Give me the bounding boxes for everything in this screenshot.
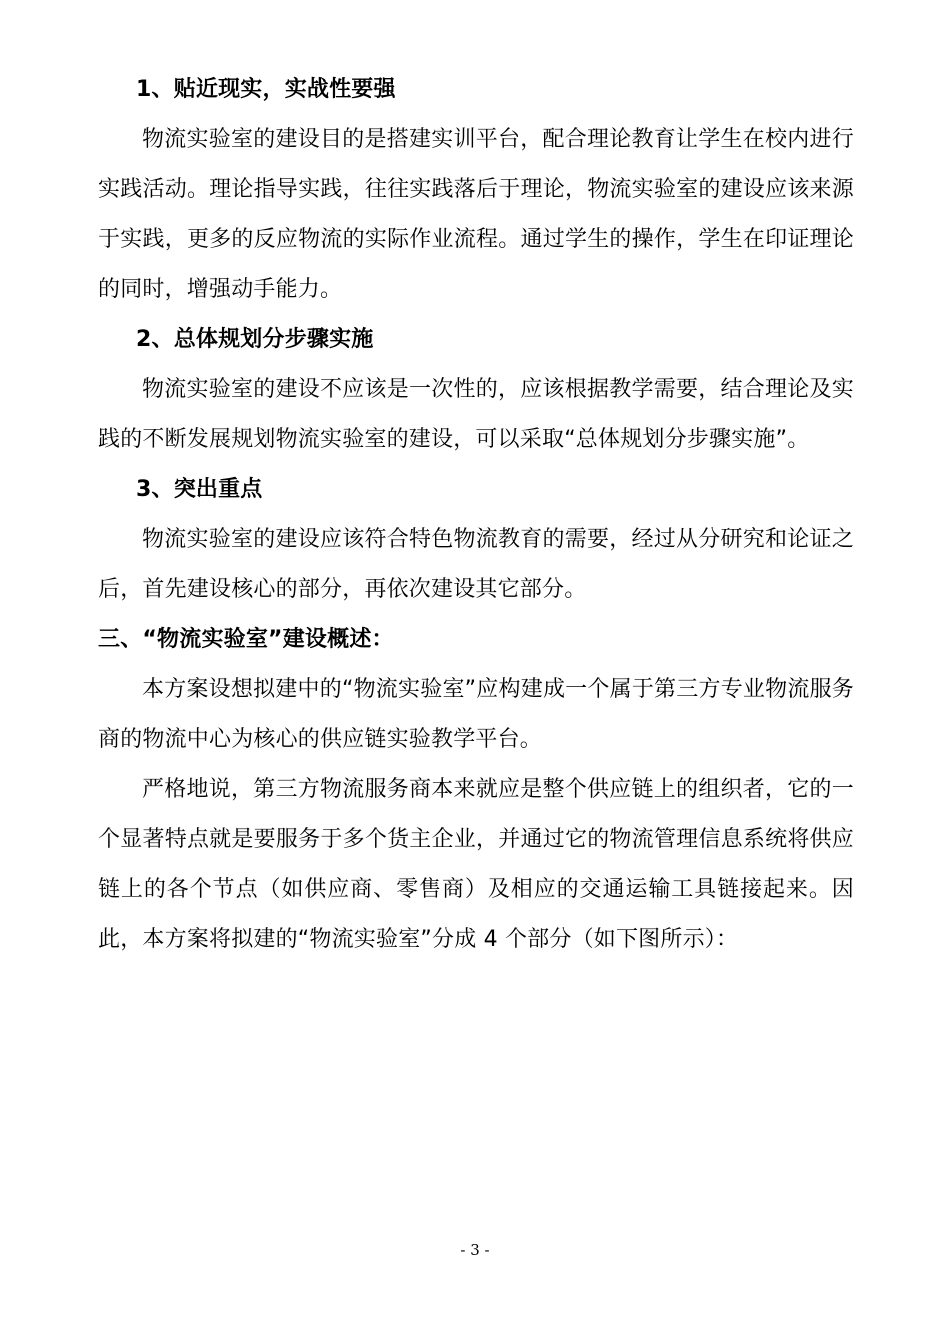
heading-1: 1、贴近现实，实战性要强	[136, 77, 396, 102]
paragraph-1: 物流实验室的建设目的是搭建实训平台，配合理论教育让学生在校内进行实践活动。理论指导实践，往往实践落后于理论，物流实验室的建设应该来源于实践，更多的反应物流的实际作业流程。通过学生的操作，学生在印证理论的同时，增强动手能力。	[98, 127, 854, 302]
paragraph-5: 严格地说，第三方物流服务商本来就应是整个供应链上的组织者，它的一个显著特点就是要服务于多个货主企业，并通过它的物流管理信息系统将供应链上的各个节点（如供应商、零售商）及相应的交通运输工具链接起来。因此，本方案将拟建的“物流实验室”分成 4 个部分（如下图所示）：	[98, 777, 854, 952]
section-heading: 三、“物流实验室”建设概述：	[98, 627, 394, 652]
paragraph-2: 物流实验室的建设不应该是一次性的，应该根据教学需要，结合理论及实践的不断发展规划物流实验室的建设，可以采取“总体规划分步骤实施”。	[98, 377, 854, 452]
paragraph-4: 本方案设想拟建中的“物流实验室”应构建成一个属于第三方专业物流服务商的物流中心为核心的供应链实验教学平台。	[98, 677, 854, 752]
page-number: - 3 -	[460, 1241, 490, 1259]
heading-3: 3、突出重点	[136, 477, 263, 502]
paragraph-3: 物流实验室的建设应该符合特色物流教育的需要，经过从分研究和论证之后，首先建设核心的部分，再依次建设其它部分。	[98, 527, 854, 602]
heading-2: 2、总体规划分步骤实施	[136, 327, 374, 352]
